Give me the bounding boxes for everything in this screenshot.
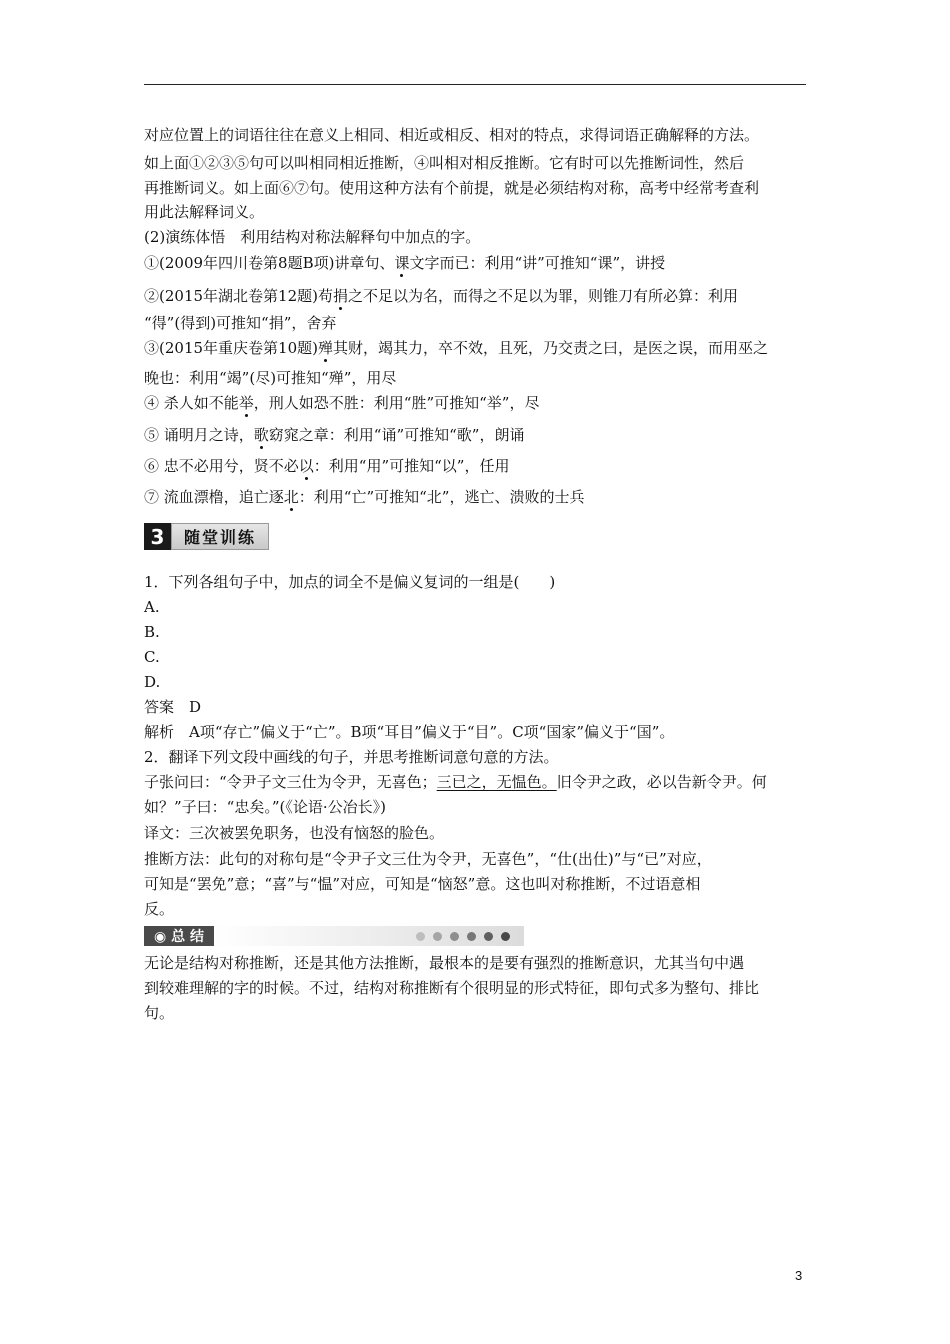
passage-line-1 — [144, 772, 767, 792]
question-2-stem — [144, 747, 559, 767]
option-label: B. — [144, 623, 160, 641]
item-text: ，刑人如恐不胜：利用“胜”可推知“举”，尽 — [253, 394, 540, 412]
summary-line: 无论是结构对称推断，还是其他方法推断，最根本的是要有强烈的推断意识，尤其当句中遇 — [144, 954, 745, 972]
method-text — [144, 125, 759, 145]
underlined-sentence: 三已之，无愠色。 — [436, 773, 557, 791]
dotted-character: 殚 — [317, 339, 333, 357]
passage-text: 子张问曰：“令尹子文三仕为令尹，无喜色； — [144, 773, 437, 791]
inference-text: 可知是“罢免”意；“喜”与“愠”对应，可知是“恼怒”意。这也叫对称推断，不过语意相 — [144, 875, 701, 893]
item-text: 窈窕之章：利用“诵”可推知“歌”，朗诵 — [268, 426, 525, 444]
summary-text — [144, 953, 744, 973]
practice-heading-text: (2)演练体悟 利用结构对称法解释句中加点的字。 — [144, 228, 481, 246]
header-rule — [144, 84, 806, 85]
item-text: ：利用“亡”可推知“北”，逃亡、溃败的士兵 — [298, 488, 585, 506]
option-label: C. — [144, 648, 160, 666]
practice-item — [144, 313, 336, 333]
item-text: ④ 杀人如不能 — [144, 394, 239, 412]
summary-header — [144, 926, 524, 946]
item-text: ②(2015年湖北卷第12题)苟 — [144, 287, 333, 305]
option-b — [144, 622, 160, 642]
item-text: 其财，竭其力，卒不效，且死，乃交责之曰，是医之误，而用巫之 — [332, 339, 768, 357]
question-stem-text: 2．翻译下列文段中画线的句子，并思考推断词意句意的方法。 — [144, 748, 559, 766]
inference-method — [144, 849, 712, 869]
bead-icon — [467, 932, 476, 941]
summary-text — [144, 1003, 174, 1023]
option-d — [144, 672, 160, 692]
inference-text: 推断方法：此句的对称句是“令尹子文三仕为令尹，无喜色”，“仕(出仕)”与“已”对应， — [144, 850, 712, 868]
bead-icon — [484, 932, 493, 941]
option-a — [144, 597, 160, 617]
item-text: “得”(得到)可推知“捐”，舍弃 — [144, 314, 337, 332]
practice-item — [144, 425, 524, 445]
item-text: 文字而已：利用“讲”可推知“课”，讲授 — [409, 254, 666, 272]
item-text: ：利用“用”可推知“以”，任用 — [313, 457, 510, 475]
option-c — [144, 647, 160, 667]
method-text — [144, 153, 744, 173]
section-number-badge: 3 — [144, 523, 171, 550]
item-text: ⑦ 流血漂橹，追亡逐 — [144, 488, 284, 506]
analysis — [144, 722, 674, 742]
analysis-text: 解析 A项“存亡”偏义于“亡”。B项“耳目”偏义于“目”。C项“国家”偏义于“国”。 — [144, 723, 675, 741]
bead-icon — [501, 932, 510, 941]
summary-text — [144, 978, 759, 998]
section-header — [144, 523, 269, 550]
page-number: 3 — [795, 1268, 803, 1283]
dotted-character: 捐 — [332, 287, 348, 305]
option-label: D. — [144, 673, 161, 691]
question-stem-text: 1．下列各组句子中，加点的词全不是偏义复词的一组是( ) — [144, 573, 556, 591]
item-text: ③(2015年重庆卷第10题) — [144, 339, 318, 357]
question-1-stem — [144, 572, 555, 592]
practice-item — [144, 286, 738, 306]
dotted-character: 以 — [298, 457, 314, 475]
summary-line: 句。 — [144, 1004, 175, 1022]
inference-method — [144, 874, 700, 894]
translation-text: 译文：三次被罢免职务，也没有恼怒的脸色。 — [144, 824, 445, 842]
summary-decoration — [214, 926, 524, 946]
dotted-character: 课 — [394, 254, 410, 272]
passage-text: 旧令尹之政，必以告新令尹。何 — [556, 773, 767, 791]
practice-item — [144, 456, 509, 476]
passage-line-2 — [144, 797, 386, 817]
method-text — [144, 178, 759, 198]
section-title: 随堂训练 — [171, 523, 269, 550]
practice-item — [144, 487, 584, 507]
dotted-character: 北 — [283, 488, 299, 506]
summary-label: ◉ 总 结 — [144, 926, 214, 946]
inference-text: 反。 — [144, 900, 175, 918]
inference-method — [144, 899, 174, 919]
answer — [144, 697, 201, 717]
item-text: 之不足以为名，而得之不足以为罪，则锥刀有所必算：利用 — [347, 287, 738, 305]
item-text: ⑥ 忠不必用兮，贤不必 — [144, 457, 299, 475]
method-line-4: 用此法解释词义。 — [144, 203, 265, 221]
practice-item — [144, 368, 396, 388]
summary-line: 到较难理解的字的时候。不过，结构对称推断有个很明显的形式特征，即句式多为整句、排比 — [144, 979, 760, 997]
method-line-3: 再推断词义。如上面⑥⑦句。使用这种方法有个前提，就是必须结构对称，高考中经常考查利 — [144, 179, 760, 197]
practice-item — [144, 338, 768, 358]
passage-text: 如？”子曰：“忠矣。”(《论语·公冶长》) — [144, 798, 386, 816]
item-text: 晚也：利用“竭”(尽)可推知“殚”，用尽 — [144, 369, 397, 387]
dotted-character: 举 — [238, 394, 254, 412]
method-line-1: 对应位置上的词语往往在意义上相同、相近或相反、相对的特点，求得词语正确解释的方法。 — [144, 126, 760, 144]
item-text: ⑤ 诵明月之诗， — [144, 426, 254, 444]
bead-icon — [450, 932, 459, 941]
practice-item — [144, 393, 539, 413]
practice-heading — [144, 227, 480, 247]
item-text: ①(2009年四川卷第8题B项)讲章句、 — [144, 254, 395, 272]
option-label: A. — [144, 598, 160, 616]
bead-icon — [416, 932, 425, 941]
dotted-character: 歌 — [253, 426, 269, 444]
method-text — [144, 202, 264, 222]
practice-item — [144, 253, 665, 273]
bead-icon — [433, 932, 442, 941]
answer-text: 答案 D — [144, 698, 202, 716]
translation — [144, 823, 444, 843]
method-line-2: 如上面①②③⑤句可以叫相同相近推断，④叫相对相反推断。它有时可以先推断词性，然后 — [144, 154, 745, 172]
